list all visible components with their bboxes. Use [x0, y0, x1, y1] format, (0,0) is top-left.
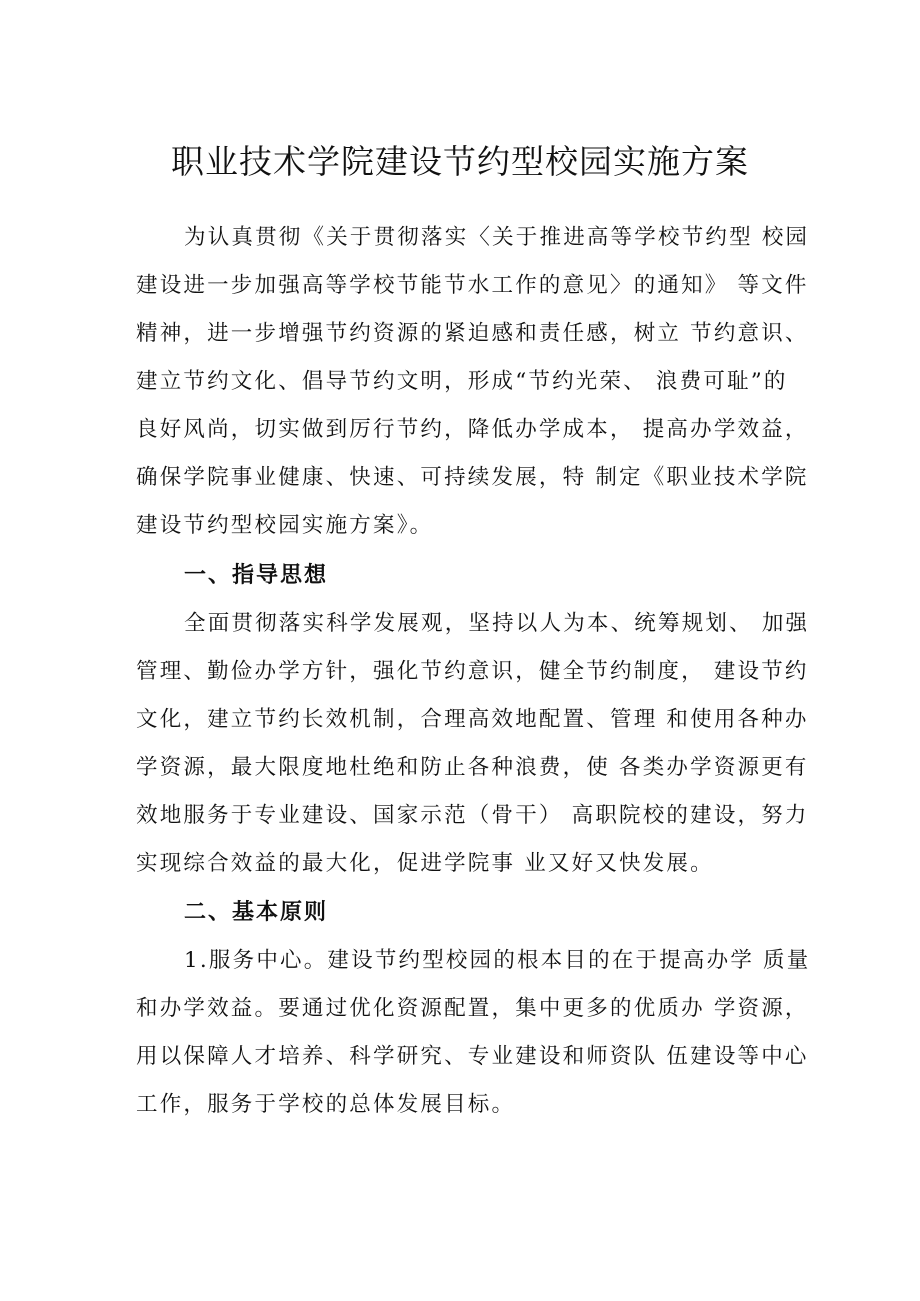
document-title: 职业技术学院建设节约型校园实施方案	[171, 142, 749, 181]
paragraph-line: 学资源，最大限度地杜绝和防止各种浪费，使 各类办学资源更有	[136, 755, 809, 780]
paragraph-line: 确保学院事业健康、快速、可持续发展，特 制定《职业技术学院	[136, 465, 809, 490]
paragraph-line: 良好风尚，切实做到厉行节约，降低办学成本， 提高办学效益，	[136, 417, 809, 442]
paragraph-line: 全面贯彻落实科学发展观，坚持以人为本、统筹规划、 加强	[184, 611, 810, 636]
principle-1-paragraph	[136, 937, 811, 1129]
paragraph-line: 效地服务于专业建设、国家示范（骨干） 高职院校的建设，努力	[136, 803, 809, 828]
paragraph-line: 和办学效益。要通过优化资源配置，集中更多的优质办 学资源，	[136, 996, 809, 1021]
paragraph-line: 工作，服务于学校的总体发展目标。	[136, 1092, 516, 1117]
intro-paragraph	[136, 214, 810, 550]
paragraph-line: 为认真贯彻《关于贯彻落实〈关于推进高等学校节约型 校园	[184, 225, 810, 250]
paragraph-line: 建设进一步加强高等学校节能节水工作的意见〉的通知》 等文件	[136, 273, 809, 298]
section-heading-guiding-thought: 一、指导思想	[184, 563, 329, 588]
paragraph-line: 1.服务中心。建设节约型校园的根本目的在于提高办学 质量	[184, 948, 811, 973]
paragraph-line: 实现综合效益的最大化，促进学院事 业又好又快发展。	[136, 851, 714, 876]
section-heading-basic-principles: 二、基本原则	[184, 900, 329, 925]
paragraph-line: 用以保障人才培养、科学研究、专业建设和师资队 伍建设等中心	[136, 1044, 809, 1069]
paragraph-line: 管理、勤俭办学方针，强化节约意识，健全节约制度， 建设节约	[136, 659, 809, 684]
paragraph-line: 建立节约文化、倡导节约文明，形成“节约光荣、 浪费可耻”的	[136, 369, 788, 394]
guiding-thought-paragraph	[136, 600, 810, 888]
paragraph-line: 建设节约型校园实施方案》。	[136, 513, 434, 538]
paragraph-line: 精神，进一步增强节约资源的紧迫感和责任感，树立 节约意识、	[136, 321, 809, 346]
paragraph-line: 文化，建立节约长效机制，合理高效地配置、管理 和使用各种办	[136, 707, 809, 732]
